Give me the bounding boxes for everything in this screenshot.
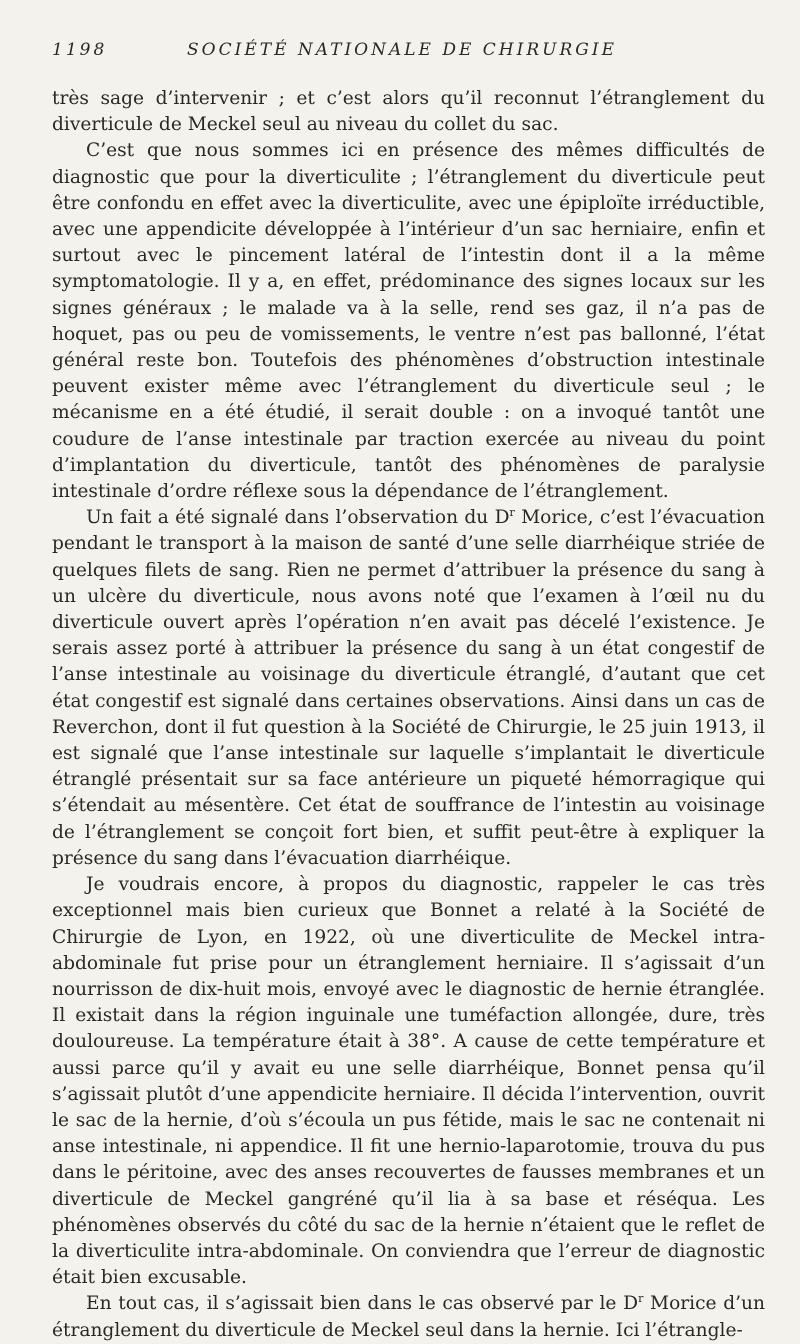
doctor-abbrev-sup: r xyxy=(509,506,515,520)
paragraph-1: très sage d’intervenir ; et c’est alors qu’il reconnut l’étranglement du diverticule de Meckel seul au niveau du collet du sac. xyxy=(52,88,765,136)
doctor-abbrev-sup: r xyxy=(638,1292,644,1306)
paragraph-2: C’est que nous sommes ici en présence des mêmes difficultés de diagnostic que pour la diverticulite ; l’étranglement du diverticule peut être confondu en effet avec la diverticulite, avec une épiploïte irréductible, avec une appendicite développée à l’intérieur d’un sac herniaire, enfin et surtout avec le pincement latéral de l’intestin dont il a la même symptomatologie. Il y a, en effet, prédominance des signes locaux sur les signes généraux ; le malade va à la selle, rend ses gaz, il n’a pas de hoquet, pas ou peu de vomissements, le ventre n’est pas ballonné, l’état général reste bon. Toutefois des phénomènes d’obstruction intestinale peuvent exister même avec l’étranglement du diverticule seul ; le mécanisme en a été étudié, il serait double : on a invoqué tantôt une coudure de l’anse intestinale par traction exercée au niveau du point d’implantation du diverticule, tantôt des phénomènes de paralysie intestinale d’ordre réflexe sous la dépendance de l’étranglement. xyxy=(52,140,765,503)
paragraph-5-text-b: Morice d’un étranglement du diverticule de Meckel seul dans la hernie. Ici l’étrangle- xyxy=(52,1293,765,1341)
paragraph-4: Je voudrais encore, à propos du diagnostic, rappeler le cas très exceptionnel mais bien curieux que Bonnet a relaté à la Société de Chirurgie de Lyon, en 1922, où une diverticulite de Meckel intra-abdominale fut prise pour un étranglement herniaire. Il s’agissait d’un nourrisson de dix-huit mois, envoyé avec le diagnostic de hernie étranglée. Il existait dans la région inguinale une tuméfaction allongée, dure, très douloureuse. La température était à 38°. A cause de cette température et aussi parce qu’il y avait eu une selle diarrhéique, Bonnet pensa qu’il s’agissait plutôt d’une appendicite herniaire. Il décida l’intervention, ouvrit le sac de la hernie, d’où s’écoula un pus fétide, mais le sac ne contenait ni anse intestinale, ni appendice. Il fit une hernio-laparotomie, trouva du pus dans le péritoine, avec des anses recouvertes de fausses membranes et un diverticule de Meckel gangréné qu’il lia à sa base et réséqua. Les phénomènes observés du côté du sac de la hernie n’étaient que le reflet de la diverticulite intra-abdominale. On conviendra que l’erreur de diagnostic était bien excusable. xyxy=(52,874,765,1289)
paragraph-5 xyxy=(52,1291,765,1343)
paragraph-3-text-a: Un fait a été signalé dans l’observation du D xyxy=(86,507,510,529)
body-text xyxy=(52,86,765,1344)
paragraph-5-text-a: En tout cas, il s’agissait bien dans le cas observé par le D xyxy=(86,1293,639,1315)
paragraph-3 xyxy=(52,505,765,872)
running-title: SOCIÉTÉ NATIONALE DE CHIRURGIE xyxy=(187,40,617,60)
paragraph-3-text-b: Morice, c’est l’évacuation pendant le transport à la maison de santé d’une selle diarrhéique striée de quelques filets de sang. Rien ne permet d’attribuer la présence du sang à un ulcère du diverticule, nous avons noté que l’examen à l’œil nu du diverticule ouvert après l’opération n’en avait pas décelé l’existence. Je serais assez porté à attribuer la présence du sang à un état congestif de l’anse intestinale au voisinage du diverticule étranglé, d’autant que cet état congestif est signalé dans certaines observations. Ainsi dans un cas de Reverchon, dont il fut question à la Société de Chirurgie, le 25 juin 1913, il est signalé que l’anse intestinale sur laquelle s’implantait le diverticule étranglé présentait sur sa face antérieure un piqueté hémorragique qui s’étendait au mésentère. Cet état de souffrance de l’intestin au voisinage de l’étranglement se conçoit fort bien, et suffit peut-être à expliquer la présence du sang dans l’évacuation diarrhéique. xyxy=(52,507,766,869)
page-header xyxy=(52,40,752,68)
page-number: 1198 xyxy=(52,40,108,60)
